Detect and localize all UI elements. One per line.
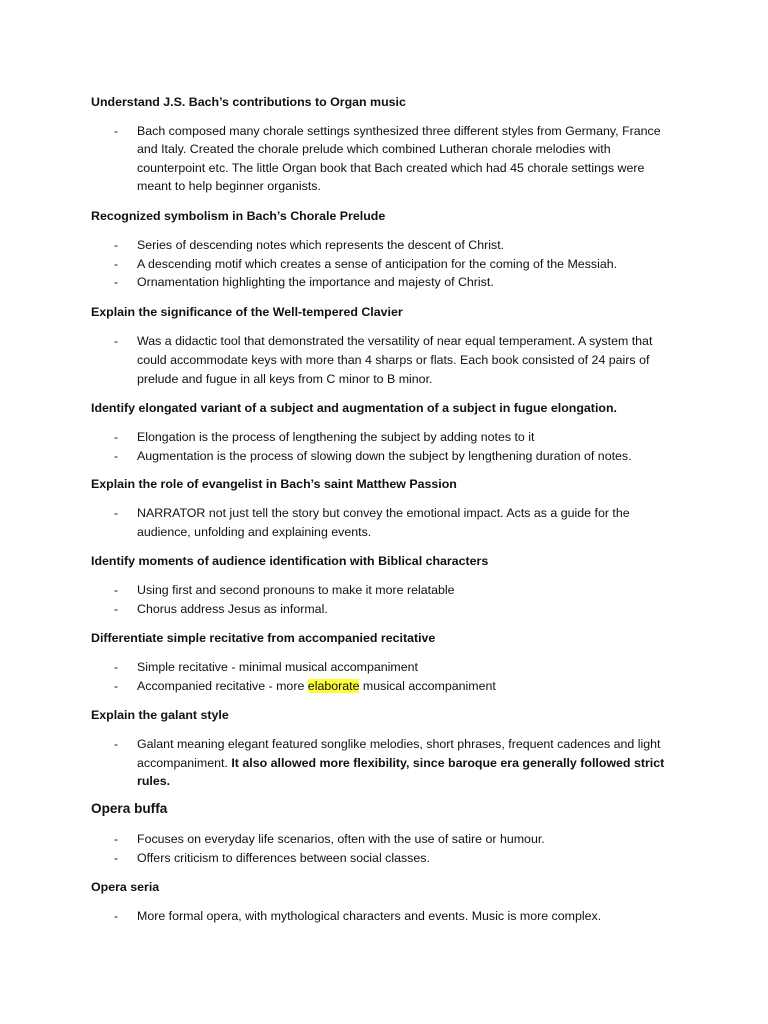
bullet-text-line: could accommodate keys with more than 4 sharps or flats. Each book consisted of 24 pairs of [137,353,650,367]
bullet-dash: - [114,832,119,846]
bullet-dash: - [114,238,119,252]
bullet-dash: - [114,583,119,597]
bullet-dash: - [114,275,119,289]
section-heading-opera-buffa: Opera buffa [91,801,168,816]
text-run: accompaniment. [137,756,232,770]
section-heading-bach-organ: Understand J.S. Bach’s contributions to Organ music [91,95,406,109]
bullet-dash: - [114,737,119,751]
bullet-text-line: Focuses on everyday life scenarios, often with the use of satire or humour. [137,832,545,846]
bullet-dash: - [114,124,119,138]
section-heading-opera-seria: Opera seria [91,880,160,894]
section-heading-recitative: Differentiate simple recitative from accompanied recitative [91,631,436,645]
bullet-text-line [137,678,496,694]
bullet-dash: - [114,851,119,865]
bullet-text-line: prelude and fugue in all keys from C minor to B minor. [137,372,433,386]
bullet-dash: - [114,909,119,923]
section-heading-fugue-elongation: Identify elongated variant of a subject and augmentation of a subject in fugue elongation. [91,401,617,415]
bullet-text-line: Simple recitative - minimal musical accompaniment [137,660,418,674]
bullet-dash: - [114,602,119,616]
bullet-dash: - [114,679,119,693]
bullet-text-line: NARRATOR not just tell the story but convey the emotional impact. Acts as a guide for the [137,506,630,520]
text-run: musical accompaniment [359,679,496,693]
section-heading-chorale-symbolism: Recognized symbolism in Bach’s Chorale Prelude [91,209,386,223]
section-heading-audience-identification: Identify moments of audience identification with Biblical characters [91,554,489,568]
bullet-text-line: meant to help beginner organists. [137,179,321,193]
bullet-text-line: audience, unfolding and explaining events. [137,525,372,539]
bullet-text-line: Using first and second pronouns to make it more relatable [137,583,455,597]
bullet-dash: - [114,506,119,520]
highlighted-word: elaborate [307,679,360,693]
section-heading-evangelist-role: Explain the role of evangelist in Bach’s saint Matthew Passion [91,477,457,491]
bullet-dash: - [114,449,119,463]
bullet-dash: - [114,430,119,444]
bullet-text-line: Elongation is the process of lengthening the subject by adding notes to it [137,430,535,444]
bullet-text-line: Was a didactic tool that demonstrated the versatility of near equal temperament. A system that [137,334,653,348]
text-run: Accompanied recitative - more [137,679,308,693]
bullet-text-line: A descending motif which creates a sense of anticipation for the coming of the Messiah. [137,257,618,271]
bullet-text-line [137,755,664,771]
bullet-text-line: More formal opera, with mythological characters and events. Music is more complex. [137,909,602,923]
section-heading-well-tempered-clavier: Explain the significance of the Well-tempered Clavier [91,305,403,319]
bullet-text-line: Bach composed many chorale settings synthesized three different styles from Germany, France [137,124,661,138]
section-heading-galant-style: Explain the galant style [91,708,229,722]
bullet-dash: - [114,660,119,674]
bullet-text-line: Augmentation is the process of slowing down the subject by lengthening duration of notes. [137,449,632,463]
bullet-text-line: Series of descending notes which represents the descent of Christ. [137,238,505,252]
bullet-text-line: Offers criticism to differences between social classes. [137,851,430,865]
bullet-text-line: and Italy. Created the chorale prelude which combined Lutheran chorale melodies with [137,142,611,156]
bullet-text-line: rules. [137,774,171,788]
bullet-text-line: Ornamentation highlighting the importance and majesty of Christ. [137,275,494,289]
bullet-text-line: Galant meaning elegant featured songlike melodies, short phrases, frequent cadences and light [137,737,661,751]
bullet-dash: - [114,334,119,348]
bullet-dash: - [114,257,119,271]
bullet-text-line: counterpoint etc. The little Organ book that Bach created which had 45 chorale settings were [137,161,645,175]
bold-text-run: It also allowed more flexibility, since baroque era generally followed strict [231,756,665,770]
bullet-text-line: Chorus address Jesus as informal. [137,602,328,616]
